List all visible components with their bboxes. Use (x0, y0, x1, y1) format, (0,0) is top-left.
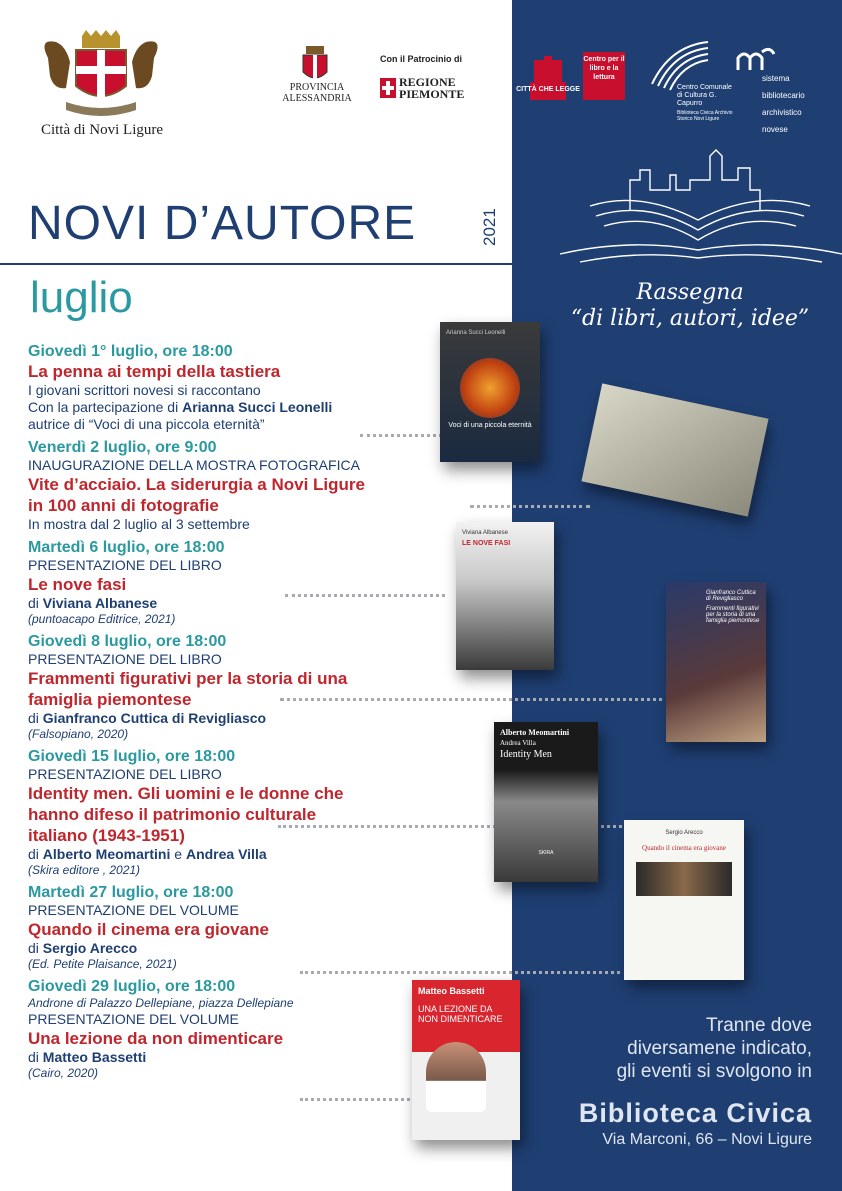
page-title: NOVI D’AUTORE (28, 197, 417, 250)
book-title-1: UNA LEZIONE DA (418, 1004, 493, 1014)
event-title-line1: Vite d’acciaio. La siderurgia a Novi Ligure (28, 475, 365, 494)
event-type: PRESENTAZIONE DEL LIBRO (28, 766, 222, 782)
event-author-1: Alberto Meomartini (42, 846, 171, 862)
rassegna-line1: Rassegna (636, 280, 744, 305)
event-author-2: Andrea Villa (185, 846, 267, 862)
regione-flag-icon (380, 78, 396, 98)
event-type: INAUGURAZIONE DELLA MOSTRA FOTOGRAFICA (28, 457, 360, 473)
participation-prefix: Con la partecipazione di (28, 399, 183, 415)
year-label: 2021 (480, 208, 499, 246)
citta-che-legge-logo (516, 56, 580, 102)
event-dates-range: In mostra dal 2 luglio al 3 settembre (28, 516, 250, 532)
connector-dots (470, 505, 590, 508)
event-3 (28, 538, 498, 627)
event-title: Le nove fasi (28, 575, 127, 594)
book-cover-frammenti (666, 582, 766, 742)
book-publisher: SKIRA (538, 850, 554, 856)
open-book-skyline-illustration (560, 150, 842, 270)
book-cover-voci (440, 322, 540, 462)
month-label: luglio (30, 273, 133, 322)
connector-dots (285, 594, 445, 597)
event-2 (28, 438, 498, 533)
by-prefix: di (28, 846, 43, 862)
event-6 (28, 883, 498, 972)
event-1 (28, 342, 498, 433)
connector-dots (280, 698, 670, 701)
book-author-2: Andrea Villa (500, 739, 536, 747)
book-title: Quando il cinema era giovane (642, 844, 726, 852)
by-prefix: di (28, 940, 43, 956)
event-date: Giovedì 1° luglio, ore 18:00 (28, 343, 233, 360)
patrocinio-label: Con il Patrocinio di (380, 54, 463, 64)
venue-info (530, 1014, 812, 1083)
rassegna-tagline (560, 280, 820, 332)
event-date: Giovedì 15 luglio, ore 18:00 (28, 748, 236, 765)
events-list (28, 342, 498, 1086)
by-prefix: di (28, 710, 43, 726)
sbn-text: sistema bibliotecario archivistico novese (762, 74, 805, 134)
and-conjunction: e (170, 846, 186, 862)
capurro-text (677, 84, 733, 122)
book-author: Sergio Arecco (665, 830, 703, 836)
capurro-logo (650, 40, 710, 90)
centro-libro-logo: Centro per il libro e la lettura (583, 52, 625, 100)
regione-logo (380, 76, 469, 100)
book-author-1: Alberto Meomartini (500, 728, 570, 737)
capurro-name: Centro Comunale di Cultura G. Capurro (677, 84, 732, 107)
event-type: PRESENTAZIONE DEL LIBRO (28, 651, 222, 667)
event-date: Martedì 6 luglio, ore 18:00 (28, 539, 225, 556)
library-name: Biblioteca Civica (578, 1098, 812, 1128)
book-title-2: NON DIMENTICARE (418, 1014, 503, 1024)
info-line-1: Tranne dove (706, 1015, 812, 1036)
event-subtitle: I giovani scrittori novesi si raccontano (28, 382, 261, 398)
province-name: PROVINCIA ALESSANDRIA (282, 82, 352, 104)
city-name: Città di Novi Ligure (40, 122, 164, 138)
event-byline (28, 846, 498, 863)
event-byline (28, 595, 498, 612)
book-author: Matteo Bassetti (418, 986, 485, 996)
book-author: Gianfranco Cuttica di Revigliasco (706, 590, 756, 602)
citta-che-legge-text: CITTÀ CHE LEGGE (516, 86, 580, 93)
event-title-line2: in 100 anni di fotografie (28, 496, 219, 515)
event-publisher: (Skira editore , 2021) (28, 863, 141, 877)
event-4 (28, 632, 498, 742)
rassegna-line2: “di libri, autori, idee” (570, 306, 810, 331)
event-book-ref: autrice di “Voci di una piccola eternità” (28, 416, 265, 432)
by-prefix: di (28, 595, 43, 611)
capurro-sub: Biblioteca Civica Archivio Storico Novi Ligure (677, 110, 733, 122)
event-author: Arianna Succi Leonelli (182, 399, 333, 415)
header-rule (0, 263, 512, 265)
info-line-3: gli eventi si svolgono in (616, 1061, 812, 1082)
event-title: Quando il cinema era giovane (28, 920, 269, 939)
book-title: Frammenti figurativi per la storia di una famiglia piemontese (706, 606, 760, 624)
book-author: Arianna Succi Leonelli (446, 330, 506, 336)
event-title: La penna ai tempi della tastiera (28, 362, 281, 381)
province-crest-logo (300, 46, 330, 84)
event-title-line3: italiano (1943-1951) (28, 826, 185, 845)
event-publisher: (Ed. Petite Plaisance, 2021) (28, 957, 177, 971)
book-title: Identity Men (500, 749, 552, 760)
event-title: Una lezione da non dimenticare (28, 1029, 284, 1048)
book-portrait (426, 1042, 486, 1112)
book-film-still (636, 862, 732, 896)
book-title: LE NOVE FASI (462, 540, 511, 547)
event-5 (28, 747, 498, 878)
event-date: Martedì 27 luglio, ore 18:00 (28, 884, 234, 901)
event-author: Sergio Arecco (42, 940, 138, 956)
event-title-line1: Identity men. Gli uomini e le donne che (28, 784, 344, 803)
book-art-orb (460, 358, 520, 418)
event-publisher: (Cairo, 2020) (28, 1066, 99, 1080)
book-cover-le-nove-fasi (456, 522, 554, 670)
city-crest-logo (36, 28, 166, 120)
event-publisher: (Falsopiano, 2020) (28, 727, 129, 741)
connector-dots (300, 971, 620, 974)
book-cover-identity-men (494, 722, 598, 882)
by-prefix: di (28, 1049, 43, 1065)
event-type: PRESENTAZIONE DEL LIBRO (28, 557, 222, 573)
event-author: Matteo Bassetti (42, 1049, 147, 1065)
book-title: Voci di una piccola eternità (448, 422, 532, 429)
event-date: Giovedì 8 luglio, ore 18:00 (28, 633, 227, 650)
event-participation (28, 399, 498, 416)
connector-dots (300, 1098, 410, 1101)
info-line-2: diversamene indicato, (627, 1038, 812, 1059)
event-byline (28, 940, 498, 957)
event-venue: Androne di Palazzo Dellepiane, piazza Dellepiane (28, 996, 294, 1010)
event-type: PRESENTAZIONE DEL VOLUME (28, 1011, 239, 1027)
event-title-line2: famiglia piemontese (28, 690, 192, 709)
event-author: Gianfranco Cuttica di Revigliasco (42, 710, 267, 726)
event-date: Venerdì 2 luglio, ore 9:00 (28, 439, 217, 456)
event-type: PRESENTAZIONE DEL VOLUME (28, 902, 239, 918)
event-date: Giovedì 29 luglio, ore 18:00 (28, 978, 236, 995)
event-title-line1: Frammenti figurativi per la storia di una (28, 669, 348, 688)
event-publisher: (puntoacapo Editrice, 2021) (28, 612, 176, 626)
book-author: Viviana Albanese (462, 530, 508, 536)
book-cover-una-lezione (412, 980, 520, 1140)
regione-name: REGIONE PIEMONTE (399, 75, 465, 101)
event-byline (28, 710, 498, 727)
book-cover-quando-il-cinema (624, 820, 744, 980)
event-title-line2: hanno difeso il patrimonio culturale (28, 805, 317, 824)
library-address: Via Marconi, 66 – Novi Ligure (602, 1131, 812, 1148)
event-author: Viviana Albanese (42, 595, 158, 611)
